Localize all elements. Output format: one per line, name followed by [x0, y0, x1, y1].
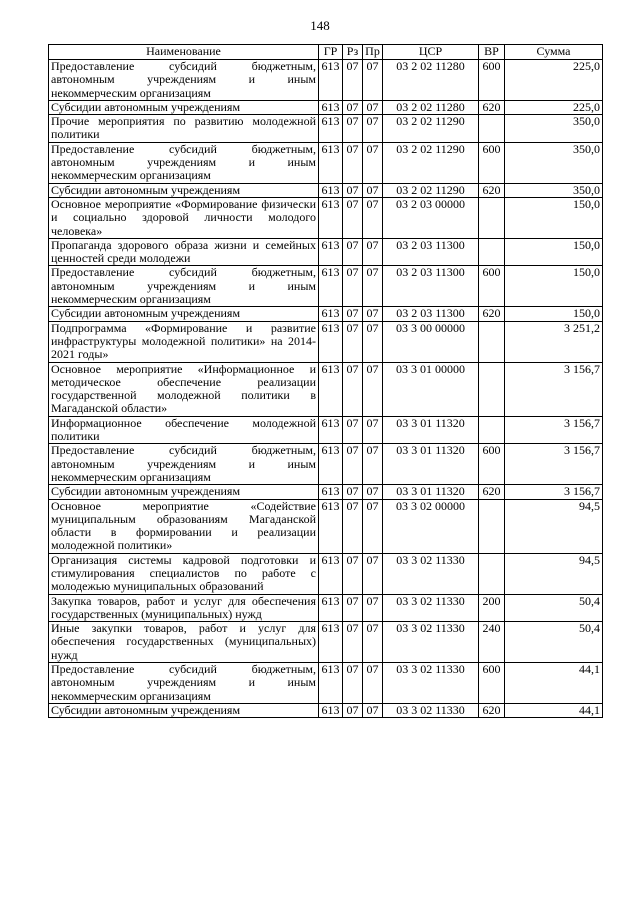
cell-vr: 620 — [479, 183, 505, 197]
cell-gr: 613 — [319, 197, 343, 238]
table-row — [49, 197, 603, 238]
cell-vr: 620 — [479, 307, 505, 321]
cell-name: Предоставление субсидий бюджетным, автономным учреждениям и иным некоммерческим организациям — [49, 60, 319, 101]
table-row — [49, 622, 603, 663]
cell-csr: 03 2 03 11300 — [383, 307, 479, 321]
table-row — [49, 115, 603, 143]
cell-csr: 03 3 02 11330 — [383, 703, 479, 717]
table-row — [49, 183, 603, 197]
cell-sum: 350,0 — [505, 142, 603, 183]
cell-pr: 07 — [363, 416, 383, 444]
cell-sum: 94,5 — [505, 499, 603, 553]
cell-gr: 613 — [319, 183, 343, 197]
cell-sum: 225,0 — [505, 60, 603, 101]
cell-gr: 613 — [319, 622, 343, 663]
cell-gr: 613 — [319, 238, 343, 266]
cell-sum: 3 251,2 — [505, 321, 603, 362]
cell-sum: 94,5 — [505, 553, 603, 594]
cell-pr: 07 — [363, 444, 383, 485]
cell-sum: 44,1 — [505, 703, 603, 717]
cell-pr: 07 — [363, 321, 383, 362]
cell-pr: 07 — [363, 60, 383, 101]
cell-vr — [479, 553, 505, 594]
table-row — [49, 499, 603, 553]
cell-rz: 07 — [343, 553, 363, 594]
cell-csr: 03 3 01 11320 — [383, 416, 479, 444]
cell-gr: 613 — [319, 307, 343, 321]
table-row — [49, 485, 603, 499]
cell-pr: 07 — [363, 553, 383, 594]
table-header-row — [49, 45, 603, 60]
cell-sum: 3 156,7 — [505, 485, 603, 499]
budget-table — [48, 44, 603, 718]
cell-rz: 07 — [343, 266, 363, 307]
cell-rz: 07 — [343, 197, 363, 238]
cell-gr: 613 — [319, 499, 343, 553]
cell-pr: 07 — [363, 100, 383, 114]
cell-gr: 613 — [319, 60, 343, 101]
cell-csr: 03 3 01 11320 — [383, 444, 479, 485]
cell-vr: 620 — [479, 100, 505, 114]
cell-rz: 07 — [343, 183, 363, 197]
cell-name: Субсидии автономным учреждениям — [49, 703, 319, 717]
cell-sum: 350,0 — [505, 115, 603, 143]
cell-gr: 613 — [319, 321, 343, 362]
cell-gr: 613 — [319, 553, 343, 594]
cell-sum: 350,0 — [505, 183, 603, 197]
cell-vr — [479, 321, 505, 362]
cell-rz: 07 — [343, 594, 363, 622]
cell-pr: 07 — [363, 622, 383, 663]
cell-gr: 613 — [319, 115, 343, 143]
cell-sum: 50,4 — [505, 594, 603, 622]
table-row — [49, 444, 603, 485]
cell-rz: 07 — [343, 307, 363, 321]
cell-gr: 613 — [319, 444, 343, 485]
cell-pr: 07 — [363, 183, 383, 197]
page-number: 148 — [310, 18, 330, 33]
cell-rz: 07 — [343, 362, 363, 416]
cell-gr: 613 — [319, 703, 343, 717]
cell-pr: 07 — [363, 307, 383, 321]
cell-csr: 03 3 01 11320 — [383, 485, 479, 499]
cell-name: Субсидии автономным учреждениям — [49, 307, 319, 321]
cell-vr: 240 — [479, 622, 505, 663]
header-csr: ЦСР — [383, 45, 479, 60]
cell-vr: 600 — [479, 60, 505, 101]
cell-pr: 07 — [363, 197, 383, 238]
cell-name: Субсидии автономным учреждениям — [49, 100, 319, 114]
header-name: Наименование — [49, 45, 319, 60]
cell-sum: 3 156,7 — [505, 444, 603, 485]
cell-vr — [479, 115, 505, 143]
cell-rz: 07 — [343, 142, 363, 183]
cell-name: Предоставление субсидий бюджетным, автономным учреждениям и иным некоммерческим организациям — [49, 142, 319, 183]
cell-csr: 03 2 02 11290 — [383, 115, 479, 143]
cell-gr: 613 — [319, 266, 343, 307]
cell-pr: 07 — [363, 663, 383, 704]
cell-rz: 07 — [343, 115, 363, 143]
cell-vr: 620 — [479, 485, 505, 499]
cell-pr: 07 — [363, 362, 383, 416]
cell-csr: 03 3 01 00000 — [383, 362, 479, 416]
cell-rz: 07 — [343, 60, 363, 101]
cell-rz: 07 — [343, 321, 363, 362]
cell-rz: 07 — [343, 622, 363, 663]
cell-vr: 600 — [479, 444, 505, 485]
cell-vr: 600 — [479, 663, 505, 704]
cell-name: Прочие мероприятия по развитию молодежной политики — [49, 115, 319, 143]
cell-sum: 50,4 — [505, 622, 603, 663]
table-row — [49, 238, 603, 266]
cell-csr: 03 3 02 11330 — [383, 622, 479, 663]
header-pr: Пр — [363, 45, 383, 60]
cell-csr: 03 2 02 11280 — [383, 60, 479, 101]
cell-sum: 225,0 — [505, 100, 603, 114]
cell-gr: 613 — [319, 416, 343, 444]
cell-csr: 03 3 02 11330 — [383, 553, 479, 594]
table-body — [49, 60, 603, 718]
cell-pr: 07 — [363, 485, 383, 499]
cell-gr: 613 — [319, 362, 343, 416]
cell-sum: 150,0 — [505, 197, 603, 238]
cell-name: Основное мероприятие «Содействие муниципальным образованиям Магаданской области в формировании и реализации молодежной политики» — [49, 499, 319, 553]
cell-csr: 03 2 03 00000 — [383, 197, 479, 238]
table-row — [49, 266, 603, 307]
cell-vr: 600 — [479, 266, 505, 307]
cell-rz: 07 — [343, 416, 363, 444]
table-row — [49, 60, 603, 101]
cell-gr: 613 — [319, 663, 343, 704]
cell-vr — [479, 238, 505, 266]
table-row — [49, 663, 603, 704]
cell-csr: 03 2 03 11300 — [383, 266, 479, 307]
cell-csr: 03 2 02 11290 — [383, 142, 479, 183]
header-rz: Рз — [343, 45, 363, 60]
cell-name: Организация системы кадровой подготовки и стимулирования специалистов по работе с молодежью муниципальных образований — [49, 553, 319, 594]
cell-sum: 150,0 — [505, 238, 603, 266]
cell-sum: 150,0 — [505, 266, 603, 307]
cell-pr: 07 — [363, 238, 383, 266]
cell-name: Предоставление субсидий бюджетным, автономным учреждениям и иным некоммерческим организациям — [49, 663, 319, 704]
cell-rz: 07 — [343, 499, 363, 553]
cell-sum: 150,0 — [505, 307, 603, 321]
cell-name: Субсидии автономным учреждениям — [49, 485, 319, 499]
cell-rz: 07 — [343, 100, 363, 114]
cell-sum: 3 156,7 — [505, 362, 603, 416]
cell-sum: 3 156,7 — [505, 416, 603, 444]
cell-name: Пропаганда здорового образа жизни и семейных ценностей среди молодежи — [49, 238, 319, 266]
cell-pr: 07 — [363, 142, 383, 183]
cell-gr: 613 — [319, 485, 343, 499]
cell-pr: 07 — [363, 703, 383, 717]
table-row — [49, 362, 603, 416]
cell-vr — [479, 362, 505, 416]
header-sum: Сумма — [505, 45, 603, 60]
cell-rz: 07 — [343, 485, 363, 499]
cell-name: Предоставление субсидий бюджетным, автономным учреждениям и иным некоммерческим организациям — [49, 444, 319, 485]
table-row — [49, 553, 603, 594]
cell-vr — [479, 416, 505, 444]
cell-name: Субсидии автономным учреждениям — [49, 183, 319, 197]
cell-vr — [479, 499, 505, 553]
cell-csr: 03 2 02 11290 — [383, 183, 479, 197]
cell-name: Основное мероприятие «Формирование физически и социально здоровой личности молодого человека» — [49, 197, 319, 238]
cell-csr: 03 3 02 00000 — [383, 499, 479, 553]
cell-csr: 03 2 03 11300 — [383, 238, 479, 266]
table-row — [49, 100, 603, 114]
cell-pr: 07 — [363, 499, 383, 553]
header-gr: ГР — [319, 45, 343, 60]
cell-gr: 613 — [319, 142, 343, 183]
cell-csr: 03 3 02 11330 — [383, 663, 479, 704]
cell-pr: 07 — [363, 594, 383, 622]
cell-name: Подпрограмма «Формирование и развитие инфраструктуры молодежной политики» на 2014-2021 годы» — [49, 321, 319, 362]
cell-csr: 03 2 02 11280 — [383, 100, 479, 114]
table-row — [49, 703, 603, 717]
cell-vr: 600 — [479, 142, 505, 183]
cell-csr: 03 3 00 00000 — [383, 321, 479, 362]
cell-name: Иные закупки товаров, работ и услуг для обеспечения государственных (муниципальных) нужд — [49, 622, 319, 663]
header-vr: ВР — [479, 45, 505, 60]
cell-name: Информационное обеспечение молодежной политики — [49, 416, 319, 444]
cell-pr: 07 — [363, 115, 383, 143]
cell-rz: 07 — [343, 444, 363, 485]
cell-name: Предоставление субсидий бюджетным, автономным учреждениям и иным некоммерческим организациям — [49, 266, 319, 307]
cell-rz: 07 — [343, 663, 363, 704]
cell-sum: 44,1 — [505, 663, 603, 704]
table-row — [49, 307, 603, 321]
table-row — [49, 594, 603, 622]
cell-rz: 07 — [343, 238, 363, 266]
cell-vr: 620 — [479, 703, 505, 717]
cell-name: Закупка товаров, работ и услуг для обеспечения государственных (муниципальных) нужд — [49, 594, 319, 622]
cell-name: Основное мероприятие «Информационное и методическое обеспечение реализации государственной молодежной политики в Магаданской области» — [49, 362, 319, 416]
cell-vr: 200 — [479, 594, 505, 622]
cell-pr: 07 — [363, 266, 383, 307]
cell-gr: 613 — [319, 100, 343, 114]
cell-rz: 07 — [343, 703, 363, 717]
table-row — [49, 416, 603, 444]
table-row — [49, 321, 603, 362]
cell-csr: 03 3 02 11330 — [383, 594, 479, 622]
table-row — [49, 142, 603, 183]
cell-vr — [479, 197, 505, 238]
cell-gr: 613 — [319, 594, 343, 622]
